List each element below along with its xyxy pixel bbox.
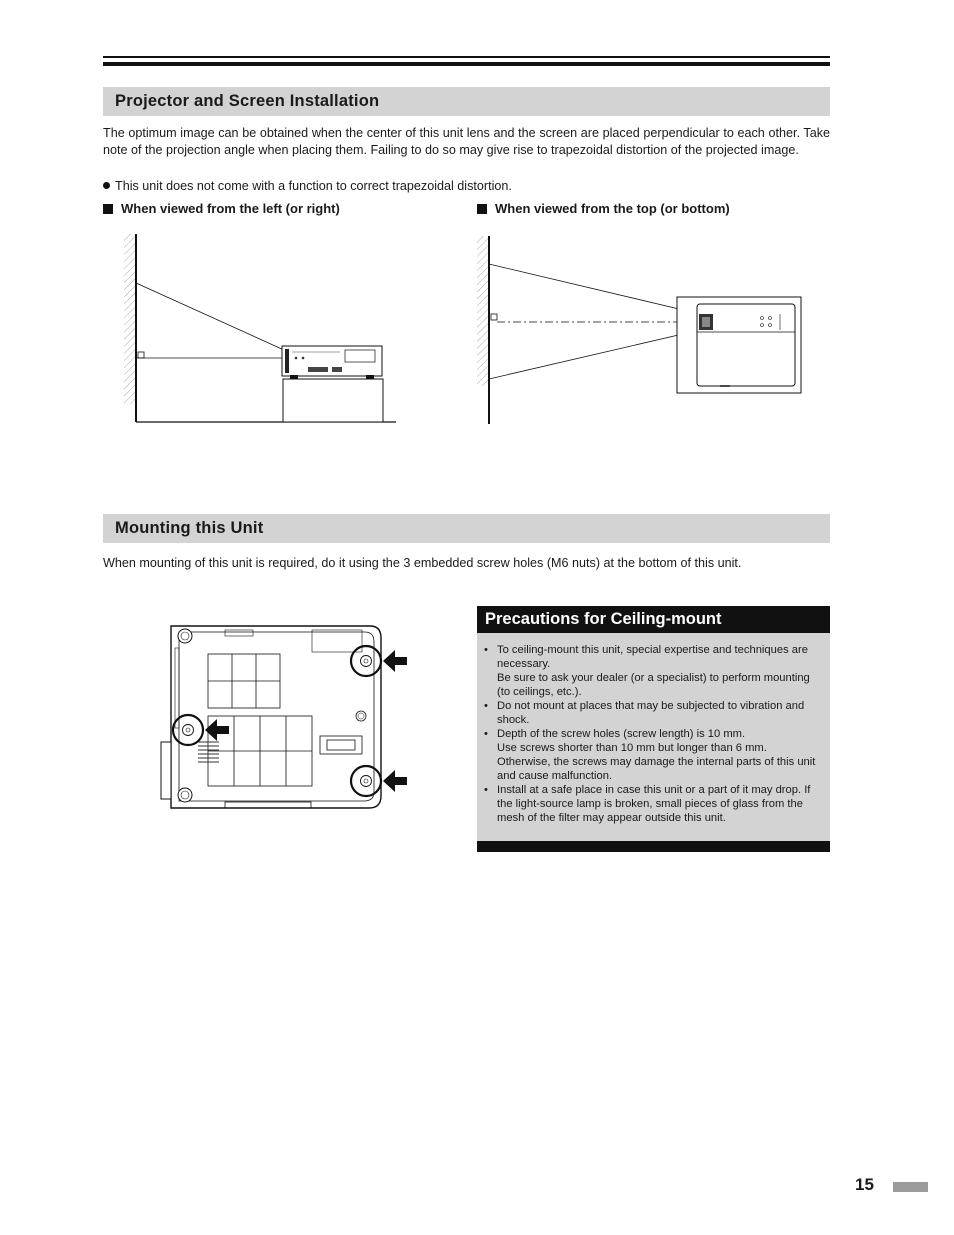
- screen-wall: [124, 234, 136, 422]
- section-title-mounting: Mounting this Unit: [103, 514, 830, 543]
- precautions-title: Precautions for Ceiling-mount: [477, 606, 830, 633]
- bottom-view-diagram: [155, 620, 415, 815]
- right-angle-marker: [491, 314, 497, 320]
- top-view-heading: [477, 201, 730, 217]
- projector-side-icon: [282, 346, 382, 379]
- header-rule-thick: [103, 62, 830, 66]
- list-item: [497, 699, 824, 727]
- arrow-left-icon: [383, 650, 407, 672]
- right-angle-marker: [138, 352, 144, 358]
- list-item: [497, 643, 824, 699]
- list-item: [497, 727, 824, 783]
- precaution-line: Otherwise, the screws may damage the internal parts of this unit and cause malfunction.: [497, 756, 816, 782]
- projection-ray-lower: [489, 330, 700, 379]
- arrow-left-icon: [383, 770, 407, 792]
- precautions-box: [477, 606, 830, 852]
- precaution-line: • To ceiling-mount this unit, special expertise and techniques are necessary.: [497, 644, 808, 670]
- section-title-installation: Projector and Screen Installation: [103, 87, 830, 116]
- top-view-heading-text: When viewed from the top (or bottom): [495, 201, 730, 216]
- precaution-line: Be sure to ask your dealer (or a specialist) to perform mounting (to ceilings, etc.).: [497, 672, 810, 698]
- projector-top-icon: [697, 304, 795, 386]
- header-rule-thin: [103, 56, 830, 58]
- precaution-line: • Depth of the screw holes (screw length) is 10 mm.: [497, 728, 746, 740]
- table-stand: [283, 379, 383, 422]
- page-number: 15: [855, 1175, 874, 1194]
- projection-ray-upper: [136, 283, 284, 350]
- screen-wall: [477, 236, 489, 424]
- precaution-line: Use screws shorter than 10 mm but longer than 6 mm.: [497, 742, 767, 754]
- list-item: [497, 783, 824, 825]
- projection-ray-upper: [489, 264, 700, 314]
- top-view-diagram: [475, 230, 810, 430]
- square-bullet-icon: [103, 204, 113, 214]
- bullet-dot-icon: [103, 182, 110, 189]
- installation-paragraph: The optimum image can be obtained when the center of this unit lens and the screen are placed perpendicular to each other. Take note of the projection angle when placing them. Failing to do so may give rise to trapezoidal distortion of the projected image.: [103, 126, 830, 158]
- precaution-line: • Install at a safe place in case this unit or a part of it may drop. If the light-source lamp is broken, small pieces of glass from the mesh of the filter may appear outside this unit.: [497, 784, 811, 824]
- installation-bullet: [103, 178, 512, 194]
- square-bullet-icon: [477, 204, 487, 214]
- precautions-footer-bar: [477, 841, 830, 852]
- installation-bullet-text: This unit does not come with a function to correct trapezoidal distortion.: [115, 179, 512, 193]
- side-view-heading: [103, 201, 340, 217]
- mounting-paragraph: When mounting of this unit is required, do it using the 3 embedded screw holes (M6 nuts) at the bottom of this unit.: [103, 556, 742, 570]
- page-tab-marker: [893, 1182, 928, 1192]
- side-view-heading-text: When viewed from the left (or right): [121, 201, 340, 216]
- precaution-line: • Do not mount at places that may be subjected to vibration and shock.: [497, 700, 805, 726]
- side-view-diagram: [120, 230, 410, 430]
- precautions-list: [477, 633, 830, 825]
